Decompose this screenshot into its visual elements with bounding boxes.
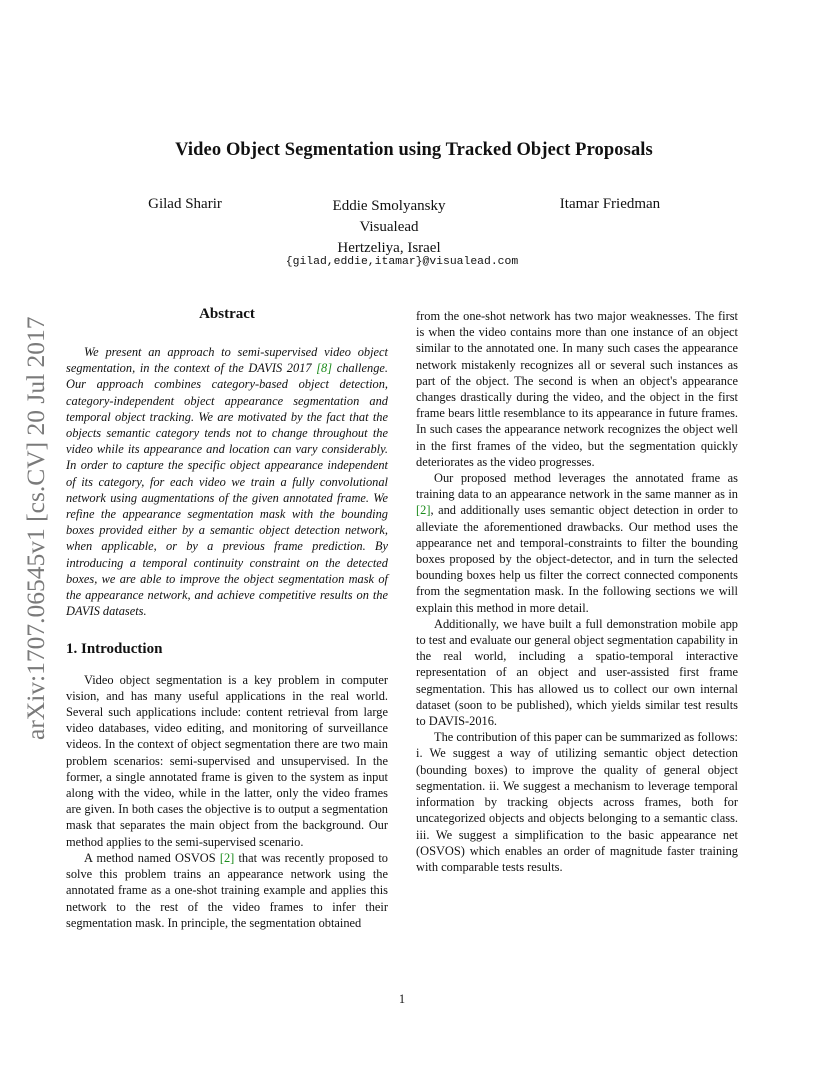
right-paragraph-3: Additionally, we have built a full demonstration mobile app to test and evaluate our general object segmentation capability in the real world, including a spatio-temporal interactive representation of an object and user-assisted first frame segmentation. This has allowed us to collect our own internal dataset (soon to be published), which yields similar test results to DAVIS-2016. — [416, 616, 738, 729]
intro-paragraph-2: A method named OSVOS [2] that was recently proposed to solve this problem trains an appearance network using the annotated frame as a one-shot training example and applies this network to the rest of the video frames to infer their segmentation mask. In principle, the segmentation obtained — [66, 850, 388, 930]
paper-title: Video Object Segmentation using Tracked Object Proposals — [175, 140, 653, 160]
section-heading-introduction: 1. Introduction — [66, 641, 163, 658]
right-column — [416, 308, 738, 875]
location: Hertzeliya, Israel — [337, 240, 441, 256]
author-itamar: Itamar Friedman — [559, 196, 661, 212]
abstract-text: We present an approach to semi-supervised video object segmentation, in the context of the DAVIS 2017 [8] challenge. Our approach combines category-based object detection, category-independent object appearance segmentation and temporal object tracking. We are motivated by the fact that the objects semantic category tends not to change throughout the video while its appearance and location can vary considerably. In order to capture the specific object appearance independent of its category, for each video we train a fully convolutional network using augmentations of the given annotated frame. We refine the appearance segmentation mask with the bounding boxes provided either by a semantic object detection network, when applicable, or by a previous frame prediction. By introducing a temporal continuity constraint on the detected boxes, we are able to improve the object segmentation mask of the appearance network, and achieve competitive results on the DAVIS datasets. — [66, 345, 388, 619]
author-block-center — [306, 196, 472, 259]
citation-link[interactable]: [2] — [219, 850, 235, 865]
affiliation: Visualead — [359, 219, 419, 235]
author-gilad: Gilad Sharir — [148, 196, 222, 212]
right-paragraph-2: Our proposed method leverages the annotated frame as training data to an appearance network in the same manner as in [2], and additionally uses semantic object detection in order to alleviate the aforementioned drawbacks. Our method uses the appearance net and temporal-constraints to filter the bounding boxes proposed by the object-detector, and in turn the selected bounding boxes help us filter the correct connected components from the segmentation mask. In the following sections we will explain this method in more detail. — [416, 471, 738, 615]
intro-paragraph-1: Video object segmentation is a key problem in computer vision, and has many useful applications in the real world. Several such applications include: content retrieval from large video databases, video editing, and monitoring of surveillance videos. In the context of object segmentation there are two main problem scenarios: semi-supervised and unsupervised. In the former, a single annotated frame is given to the system as input along with the video, while in the latter, only the video frames are given. In both cases the objective is to output a segmentation mask that separates the main object from the background. Our method applies to the semi-supervised scenario. — [66, 672, 388, 849]
right-paragraph-1: from the one-shot network has two major weaknesses. The first is when the video contains more than one instance of an object similar to the annotated one. In many such cases the appearance network mistakenly recognizes all or several such instances as part of the object. The second is when an object's appearance changes drastically during the video, and the object in the first frame bears little resemblance to its appearance in future frames. In such cases the appearance network recognizes the object well in the first frames of the video, but the segmentation quickly deteriorates as the video progresses. — [416, 309, 738, 469]
page-number: 1 — [398, 992, 406, 1006]
author-eddie: Eddie Smolyansky — [332, 198, 446, 214]
left-column — [66, 306, 388, 931]
abstract-heading: Abstract — [199, 306, 255, 322]
author-emails: {gilad,eddie,itamar}@visualead.com — [285, 256, 519, 268]
citation-link[interactable]: [2] — [416, 503, 431, 518]
citation-link[interactable]: [8] — [316, 361, 333, 376]
arxiv-stamp: arXiv:1707.06545v1 [cs.CV] 20 Jul 2017 — [21, 316, 50, 740]
right-paragraph-4: The contribution of this paper can be summarized as follows: i. We suggest a way of utilizing semantic object detection (bounding boxes) to improve the quality of general object segmentation. ii. We suggest a mechanism to leverage temporal information by tracking objects across frames, both for uncategorized objects and objects belonging to a semantic class. iii. We suggest a simplification to the basic appearance net (OSVOS) which enables an order of magnitude faster training with comparable tests results. — [416, 730, 738, 874]
